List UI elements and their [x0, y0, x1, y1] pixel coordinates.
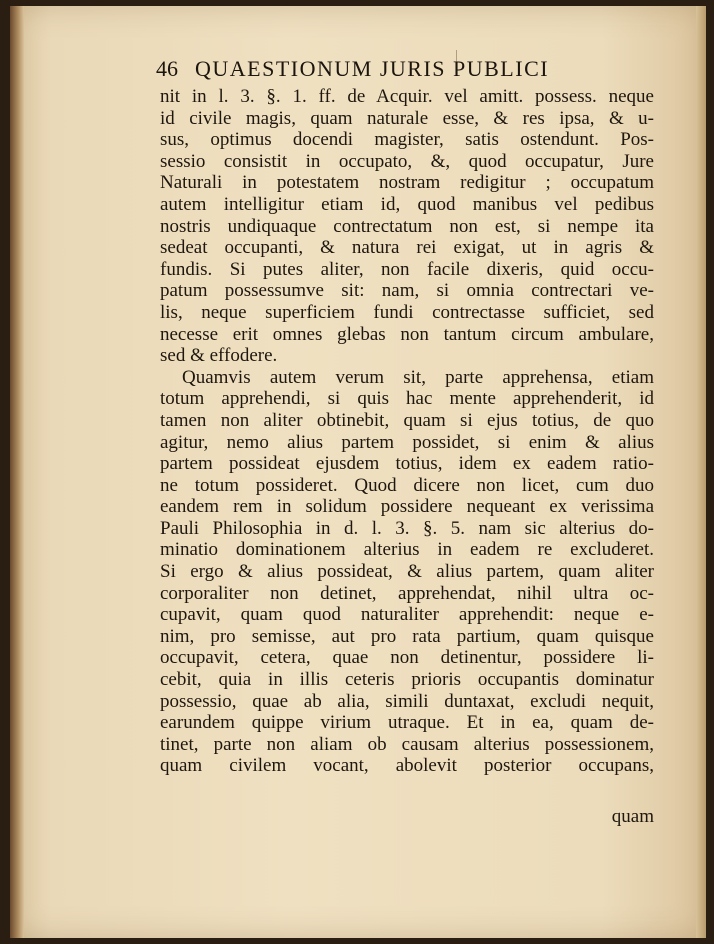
text-line: Pauli Philosophia in d. l. 3. §. 5. nam sic alterius do-	[160, 517, 654, 539]
text-line: lis, neque superficiem fundi contrectasse sufficiet, sed	[160, 301, 654, 323]
text-line: tinet, parte non aliam ob causam alterius possessionem,	[160, 733, 654, 755]
text-line: totum apprehendi, si quis hac mente apprehenderit, id	[160, 388, 654, 410]
body-text	[160, 86, 654, 777]
text-line: nit in l. 3. §. 1. ff. de Acquir. vel amitt. possess. neque	[160, 86, 654, 107]
text-line: ne totum possideret. Quod dicere non licet, cum duo	[160, 474, 654, 496]
page-edge	[696, 6, 706, 938]
text-line: necesse erit omnes glebas non tantum circum ambulare,	[160, 323, 654, 345]
text-line: occupavit, cetera, quae non detinentur, possidere li-	[160, 647, 654, 669]
text-line: agitur, nemo alius partem possidet, si enim & alius	[160, 431, 654, 453]
page-number: 46	[156, 56, 178, 81]
text-line: earundem quippe virium utraque. Et in ea, quam de-	[160, 712, 654, 734]
text-line: cupavit, quam quod naturaliter apprehendit: neque e-	[160, 604, 654, 626]
text-line: minatio dominationem alterius in eadem re excluderet.	[160, 539, 654, 561]
text-line: eandem rem in solidum possidere nequeant ex verissima	[160, 496, 654, 518]
text-line: tamen non aliter obtinebit, quam si ejus totius, de quo	[160, 409, 654, 431]
running-title: QUAESTIONUM JURIS PUBLICI	[195, 56, 550, 81]
paragraph-start-line: Quamvis autem verum sit, parte apprehensa, etiam	[182, 366, 654, 388]
text-line: partem possideat ejusdem totius, idem ex eadem ratio-	[160, 453, 654, 475]
text-line: sed & effodere.	[160, 345, 278, 367]
running-head	[156, 56, 624, 82]
text-line: nim, pro semisse, aut pro rata partium, quam quisque	[160, 625, 654, 647]
text-line: cebit, quia in illis ceteris prioris occupantis dominatur	[160, 669, 654, 691]
text-line: quam civilem vocant, abolevit posterior occupans,	[160, 755, 654, 777]
text-line: possessio, quae ab alia, simili duntaxat, excludi nequit,	[160, 690, 654, 712]
text-line: id civile magis, quam naturale esse, & res ipsa, & u-	[160, 107, 654, 129]
text-line: sessio consistit in occupato, &, quod occupatur, Jure	[160, 150, 654, 172]
text-line: sedeat occupanti, & natura rei exigat, ut in agris &	[160, 237, 654, 259]
text-line: autem intelligitur etiam id, quod manibus vel pedibus	[160, 193, 654, 215]
book-gutter	[10, 6, 24, 938]
text-line: nostris undiquaque contrectatum non est, si nempe ita	[160, 215, 654, 237]
text-line: fundis. Si putes aliter, non facile dixeris, quid occu-	[160, 258, 654, 280]
text-line: corporaliter non detinet, apprehendat, nihil ultra oc-	[160, 582, 654, 604]
text-line: Si ergo & alius possideat, & alius partem, quam aliter	[160, 561, 654, 583]
text-line: sus, optimus docendi magister, satis ostendunt. Pos-	[160, 129, 654, 151]
text-line: Naturali in potestatem nostram redigitur ; occupatum	[160, 172, 654, 194]
catchword: quam	[611, 806, 654, 827]
text-line: patum possessumve sit: nam, si omnia contrectari ve-	[160, 280, 654, 302]
